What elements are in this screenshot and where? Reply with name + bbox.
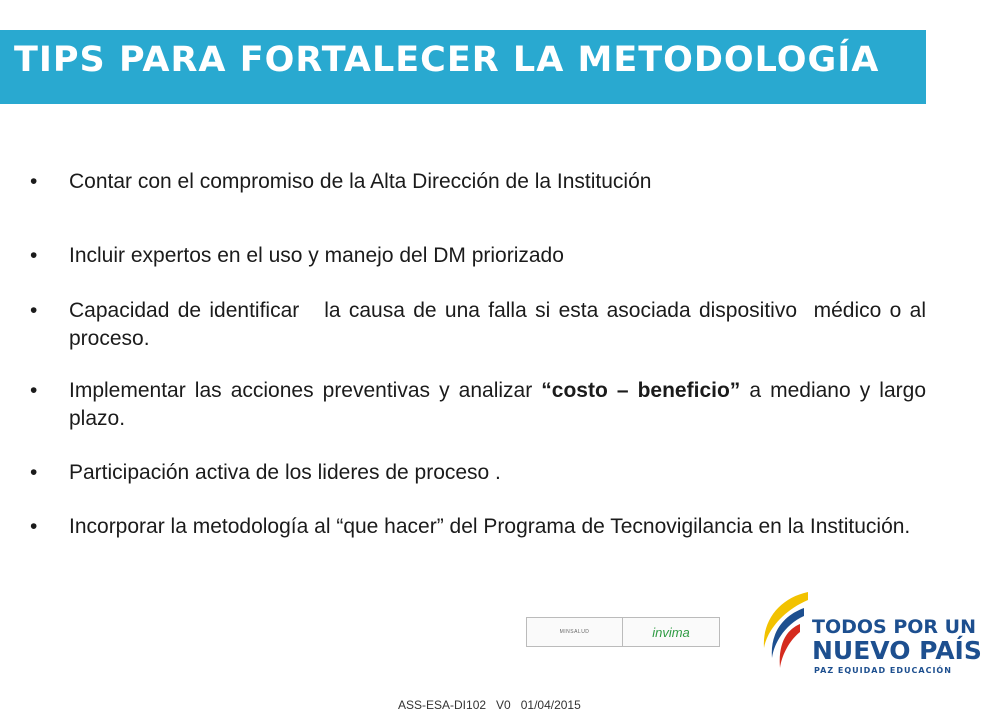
minsalud-logo-text: MINSALUD (559, 629, 590, 635)
invima-logo-text: invima (652, 624, 690, 640)
bullet-text: Contar con el compromiso de la Alta Dirección de la Institución (69, 170, 652, 193)
colombia-flag-swoosh-icon (750, 586, 812, 686)
bullet-text-after: a mediano y largo plazo. (69, 379, 926, 430)
bullet-dot: • (30, 379, 38, 402)
bullet-item (30, 459, 926, 487)
bullet-item (30, 377, 926, 433)
bullet-item (30, 242, 926, 270)
bullet-text: Incorporar la metodología al “que hacer” del Programa de Tecnovigilancia en la Institución. (69, 515, 911, 538)
minsalud-logo (527, 618, 623, 646)
invima-logo (623, 618, 719, 646)
bullet-text-before: Implementar las acciones preventivas y analizar (69, 379, 542, 402)
bullet-dot: • (30, 170, 38, 193)
brand-line-1: TODOS POR UN (812, 616, 976, 638)
bullet-dot: • (30, 515, 38, 538)
bullet-text: Incluir expertos en el uso y manejo del DM priorizado (69, 244, 564, 267)
todos-por-un-nuevo-pais-logo (750, 586, 982, 686)
bullet-dot: • (30, 299, 38, 322)
bullet-item (30, 297, 932, 353)
bullet-text: Capacidad de identificar la causa de una falla si esta asociada dispositivo médico o al proceso. (69, 299, 932, 350)
page-title: TIPS PARA FORTALECER LA METODOLOGÍA (14, 40, 880, 80)
bullet-dot: • (30, 461, 38, 484)
bullet-text: Participación activa de los lideres de proceso . (69, 461, 501, 484)
document-footer: ASS-ESA-DI102 V0 01/04/2015 (398, 698, 581, 712)
bullet-bold-phrase: “costo – beneficio” (541, 379, 741, 402)
bullet-dot: • (30, 244, 38, 267)
brand-line-2: NUEVO PAÍS (812, 636, 982, 665)
bullet-list (30, 168, 932, 541)
bullet-item (30, 513, 926, 541)
institution-logos (526, 617, 720, 647)
bullet-item (30, 168, 926, 196)
brand-tagline: PAZ EQUIDAD EDUCACIÓN (814, 666, 952, 675)
title-bar (0, 30, 926, 104)
